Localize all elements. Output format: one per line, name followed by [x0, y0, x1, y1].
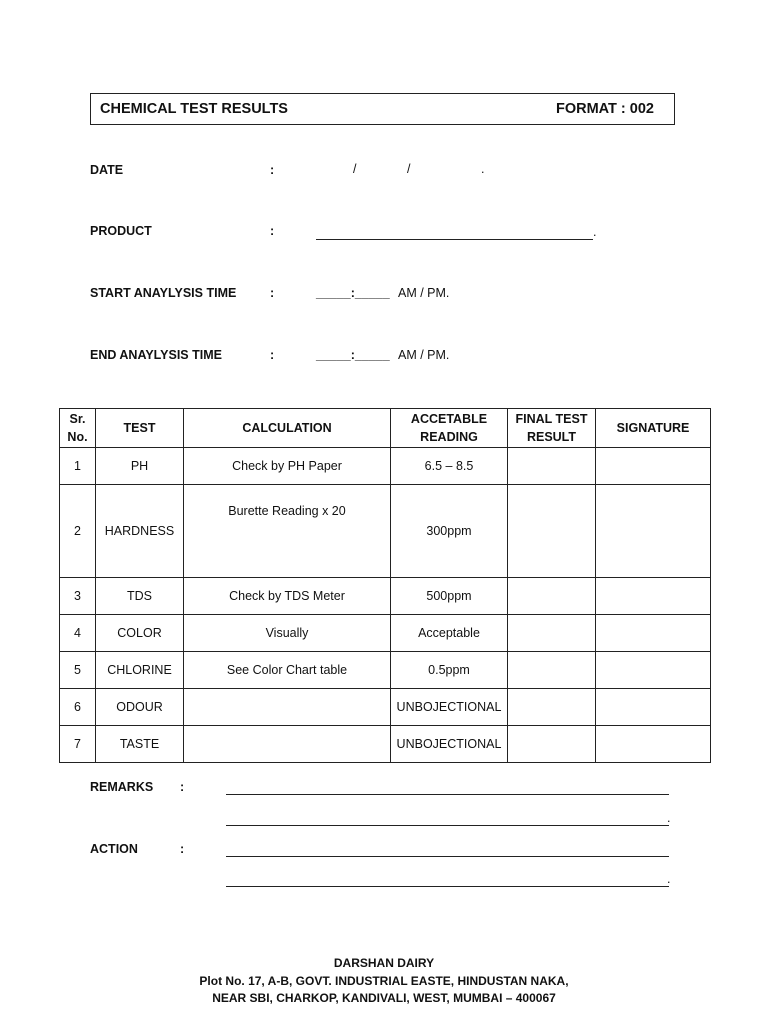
date-colon: :	[270, 163, 275, 177]
start-time-suffix: AM / PM.	[398, 286, 450, 300]
cell-reading: UNBOJECTIONAL	[391, 689, 508, 726]
cell-calculation: Check by PH Paper	[184, 448, 391, 485]
cell-final-result[interactable]	[508, 689, 596, 726]
cell-final-result[interactable]	[508, 578, 596, 615]
end-time-label: END ANAYLYSIS TIME	[90, 348, 222, 362]
cell-final-result[interactable]	[508, 485, 596, 578]
company-address-line-1: Plot No. 17, A-B, GOVT. INDUSTRIAL EASTE, HINDUSTAN NAKA,	[199, 973, 569, 988]
table-row	[60, 448, 711, 485]
cell-reading: 0.5ppm	[391, 652, 508, 689]
remarks-line-1[interactable]	[226, 794, 669, 795]
cell-final-result[interactable]	[508, 448, 596, 485]
table-row	[60, 726, 711, 763]
product-end: .	[593, 225, 597, 239]
start-time-blank: _____:_____	[316, 286, 390, 300]
product-colon: :	[270, 224, 275, 238]
table-row	[60, 689, 711, 726]
cell-test: HARDNESS	[96, 485, 184, 578]
product-label: PRODUCT	[90, 224, 152, 238]
cell-signature[interactable]	[596, 578, 711, 615]
cell-test: COLOR	[96, 615, 184, 652]
cell-sr: 4	[60, 615, 96, 652]
cell-sr: 7	[60, 726, 96, 763]
cell-test: TASTE	[96, 726, 184, 763]
table-row	[60, 578, 711, 615]
date-slash-1: /	[353, 162, 357, 176]
table-row	[60, 485, 711, 578]
date-label: DATE	[90, 163, 124, 177]
col-calculation: CALCULATION	[184, 409, 391, 448]
cell-reading: Acceptable	[391, 615, 508, 652]
cell-calculation: See Color Chart table	[184, 652, 391, 689]
cell-test: TDS	[96, 578, 184, 615]
remarks-label: REMARKS	[90, 780, 154, 794]
remarks-end: .	[667, 811, 671, 825]
cell-signature[interactable]	[596, 689, 711, 726]
cell-sr: 2	[60, 485, 96, 578]
cell-signature[interactable]	[596, 652, 711, 689]
company-name: DARSHAN DAIRY	[333, 956, 435, 970]
cell-final-result[interactable]	[508, 652, 596, 689]
col-signature: SIGNATURE	[596, 409, 711, 448]
remarks-line-2[interactable]	[226, 825, 669, 826]
cell-calculation	[184, 726, 391, 763]
cell-reading: UNBOJECTIONAL	[391, 726, 508, 763]
action-colon: :	[180, 842, 185, 856]
cell-calculation: Visually	[184, 615, 391, 652]
cell-final-result[interactable]	[508, 615, 596, 652]
cell-signature[interactable]	[596, 448, 711, 485]
action-end: .	[667, 872, 671, 886]
cell-sr: 6	[60, 689, 96, 726]
action-line-2[interactable]	[226, 886, 669, 887]
cell-final-result[interactable]	[508, 726, 596, 763]
start-time-label: START ANAYLYSIS TIME	[90, 286, 237, 300]
cell-calculation	[184, 689, 391, 726]
company-footer	[0, 955, 768, 1008]
product-blank-line	[316, 239, 593, 240]
col-acceptable-reading: ACCETABLE READING	[391, 409, 508, 448]
results-table	[59, 408, 711, 763]
col-final-test-result: FINAL TEST RESULT	[508, 409, 596, 448]
cell-test: PH	[96, 448, 184, 485]
cell-signature[interactable]	[596, 726, 711, 763]
cell-reading: 300ppm	[391, 485, 508, 578]
cell-calculation: Burette Reading x 20	[184, 485, 391, 578]
page-title: CHEMICAL TEST RESULTS	[100, 101, 288, 117]
col-test: TEST	[96, 409, 184, 448]
title-box	[90, 93, 675, 125]
col-sr-no: Sr. No.	[60, 409, 96, 448]
cell-test: ODOUR	[96, 689, 184, 726]
start-time-colon: :	[270, 286, 275, 300]
cell-signature[interactable]	[596, 485, 711, 578]
cell-calculation: Check by TDS Meter	[184, 578, 391, 615]
cell-signature[interactable]	[596, 615, 711, 652]
cell-sr: 1	[60, 448, 96, 485]
table-row	[60, 615, 711, 652]
date-slash-2: /	[407, 162, 411, 176]
cell-reading: 500ppm	[391, 578, 508, 615]
cell-test: CHLORINE	[96, 652, 184, 689]
table-header-row	[60, 409, 711, 448]
action-label: ACTION	[90, 842, 138, 856]
date-end: .	[481, 162, 485, 176]
table-row	[60, 652, 711, 689]
company-address-line-2: NEAR SBI, CHARKOP, KANDIVALI, WEST, MUMBAI – 400067	[212, 991, 556, 1005]
end-time-suffix: AM / PM.	[398, 348, 450, 362]
format-number: FORMAT : 002	[555, 101, 654, 117]
remarks-colon: :	[180, 780, 185, 794]
cell-reading: 6.5 – 8.5	[391, 448, 508, 485]
end-time-blank: _____:_____	[316, 348, 390, 362]
cell-sr: 3	[60, 578, 96, 615]
action-line-1[interactable]	[226, 856, 669, 857]
end-time-colon: :	[270, 348, 275, 362]
cell-sr: 5	[60, 652, 96, 689]
